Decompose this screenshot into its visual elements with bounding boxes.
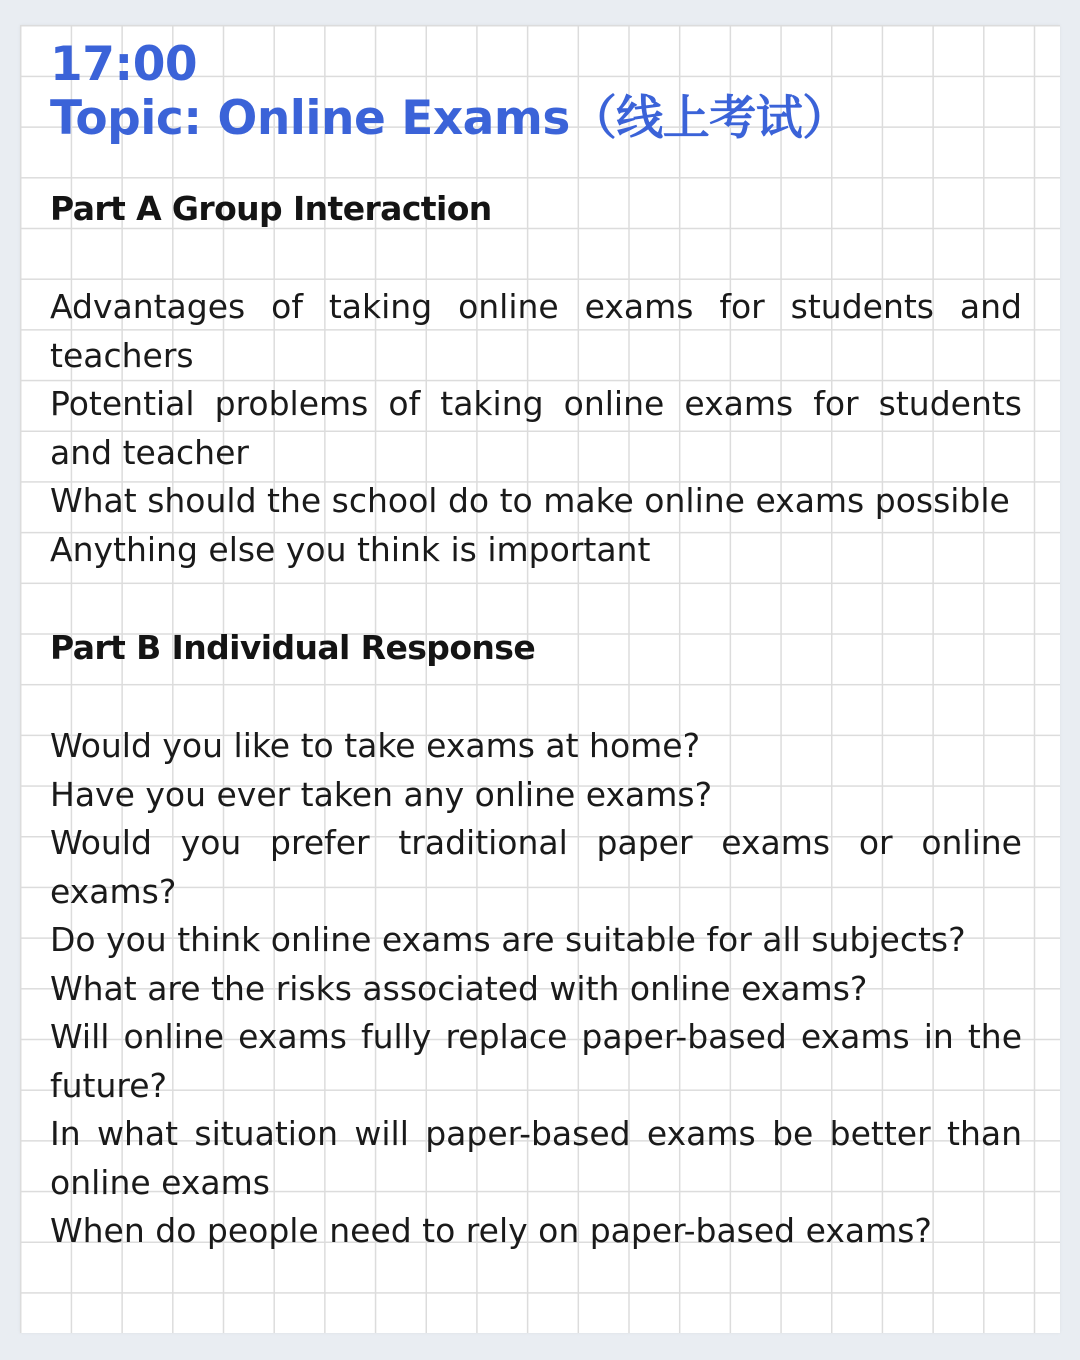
part-b-item: In what situation will paper-based exams be better than online exams <box>50 1114 1022 1202</box>
part-a-item: What should the school do to make online exams possible <box>50 481 1010 520</box>
content-area <box>50 39 1022 1256</box>
part-b-item: Do you think online exams are suitable for all subjects? <box>50 920 966 959</box>
part-a-list <box>50 283 1022 574</box>
part-b-item: Would you prefer traditional paper exams or online exams? <box>50 823 1022 911</box>
topic-title: Topic: Online Exams（线上考试） <box>50 91 849 146</box>
part-a-item: Potential problems of taking online exams for students and teacher <box>50 384 1022 472</box>
part-b-list <box>50 722 1022 1256</box>
part-b-item: Would you like to take exams at home? <box>50 726 701 765</box>
grid-paper-sheet <box>20 25 1060 1333</box>
part-b-item: Will online exams fully replace paper-based exams in the future? <box>50 1017 1022 1105</box>
session-time: 17:00 <box>50 37 198 92</box>
part-a-item: Anything else you think is important <box>50 529 651 569</box>
part-b-item: What are the risks associated with online exams? <box>50 968 868 1008</box>
part-b-title: Part B Individual Response <box>50 628 536 667</box>
part-b-item: When do people need to rely on paper-based exams? <box>50 1211 932 1250</box>
part-a-item: Advantages of taking online exams for students and teachers <box>50 287 1022 375</box>
part-a-title: Part A Group Interaction <box>50 189 492 228</box>
part-b-item: Have you ever taken any online exams? <box>50 774 713 814</box>
